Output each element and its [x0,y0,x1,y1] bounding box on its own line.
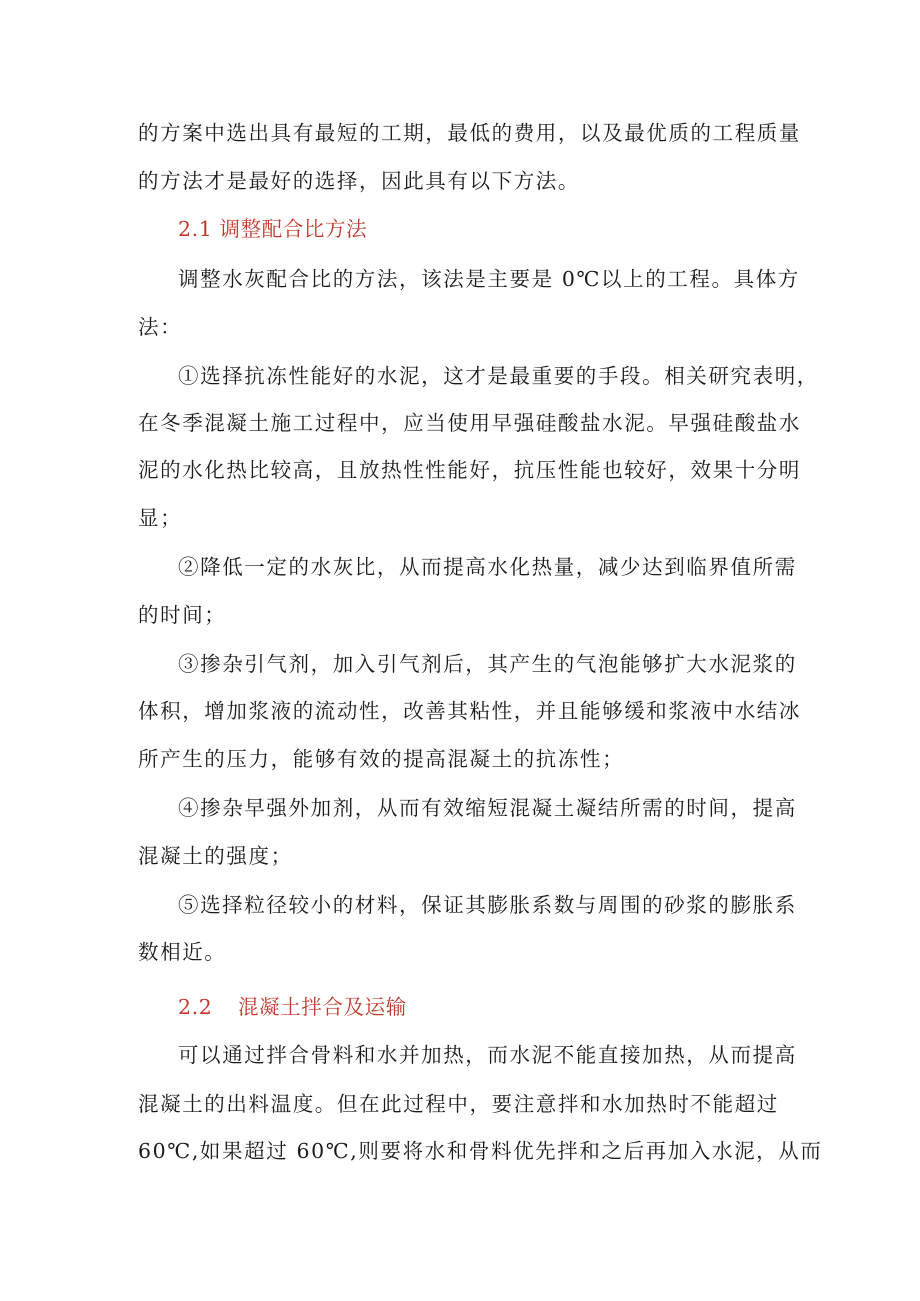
section-2-2-para-line-3: 60℃,如果超过 60℃,则要将水和骨料优先拌和之后再加入水泥，从而 [138,1139,823,1163]
item-2-line-2: 的时间； [138,603,227,627]
section-2-2-heading-number: 2.2 [178,995,213,1019]
item-1-line-4: 显； [138,506,183,530]
item-4-line-2: 混凝土的强度； [138,844,293,868]
intro-line-1: 的方案中选出具有最短的工期，最低的费用，以及最优质的工程质量 [138,121,801,145]
item-3-line-3: 所产生的压力，能够有效的提高混凝土的抗冻性； [138,747,625,771]
item-5-line-1: ⑤选择粒径较小的材料，保证其膨胀系数与周围的砂浆的膨胀系 [178,893,797,917]
section-2-2-heading-title: 混凝土拌合及运输 [238,995,407,1019]
item-3-line-2: 体积，增加浆液的流动性，改善其粘性，并且能够缓和浆液中水结冰 [138,699,801,723]
item-5-line-2: 数相近。 [138,940,227,964]
section-2-2-para-line-1: 可以通过拌合骨料和水并加热，而水泥不能直接加热，从而提高 [178,1043,797,1067]
section-2-2-para-line-2: 混凝土的出料温度。但在此过程中，要注意拌和水加热时不能超过 [138,1092,779,1116]
item-4-line-1: ④掺杂早强外加剂，从而有效缩短混凝土凝结所需的时间，提高 [178,796,797,820]
section-2-1-para-line-1: 调整水灰配合比的方法，该法是主要是 0℃以上的工程。具体方 [178,267,800,291]
item-2-line-1: ②降低一定的水灰比，从而提高水化热量，减少达到临界值所需 [178,555,797,579]
item-1-line-3: 泥的水化热比较高，且放热性性能好，抗压性能也较好，效果十分明 [138,458,801,482]
item-3-line-1: ③掺杂引气剂，加入引气剂后，其产生的气泡能够扩大水泥浆的 [178,652,797,676]
item-1-line-1: ①选择抗冻性能好的水泥，这才是最重要的手段。相关研究表明， [178,364,819,388]
intro-line-2: 的方法才是最好的选择，因此具有以下方法。 [138,169,580,193]
section-2-1-heading: 2.1 调整配合比方法 [178,217,368,241]
section-2-1-para-line-2: 法： [138,315,183,339]
item-1-line-2: 在冬季混凝土施工过程中，应当使用早强硅酸盐水泥。早强硅酸盐水 [138,411,801,435]
